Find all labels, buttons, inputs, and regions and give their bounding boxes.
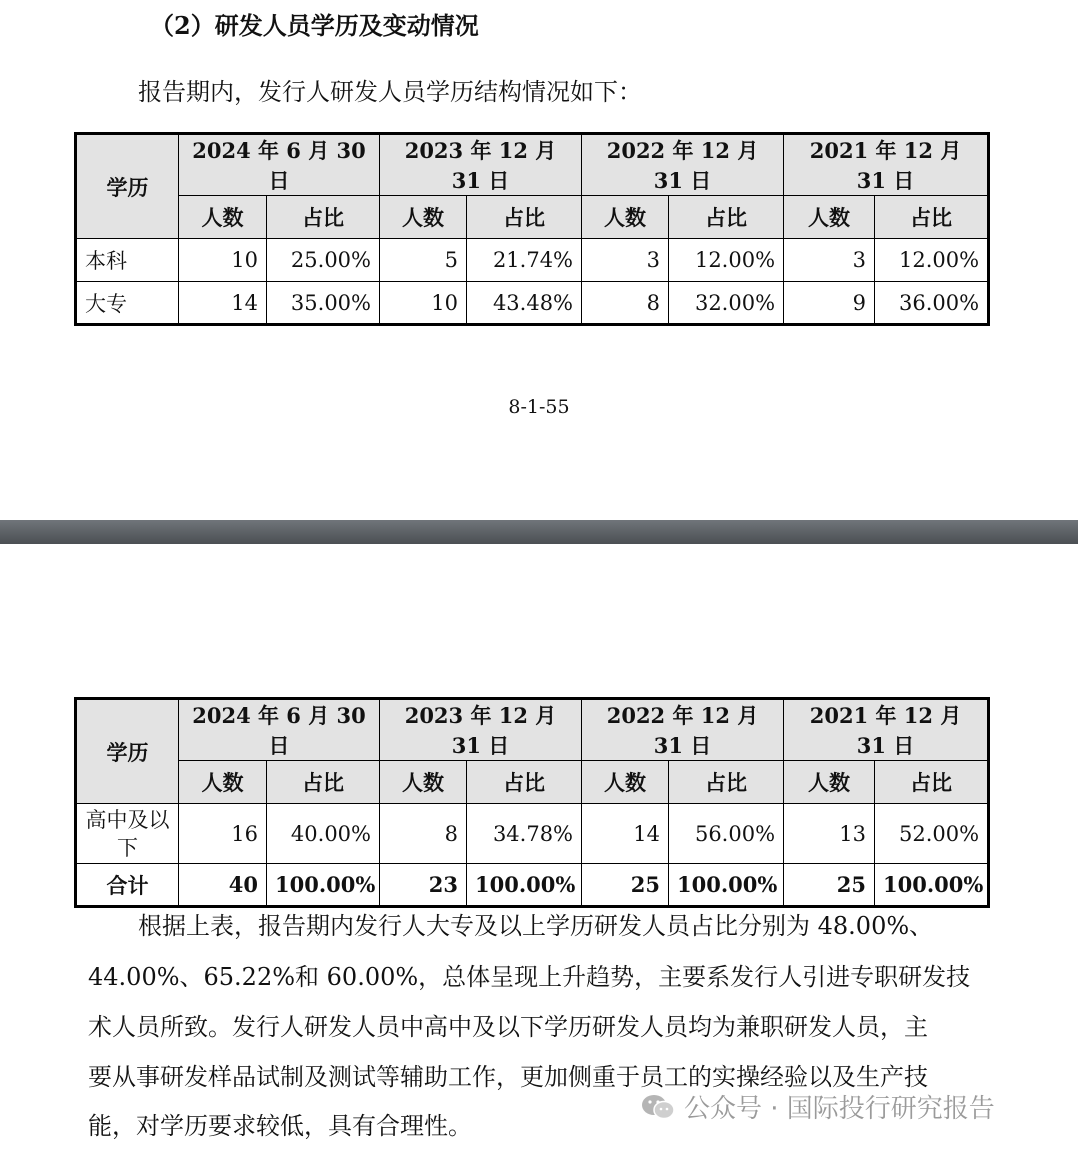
header-education: 学历 (76, 134, 179, 239)
cell: 100.00% (467, 864, 582, 907)
cell: 9 (784, 282, 875, 325)
header-count: 人数 (179, 196, 267, 239)
header-ratio: 占比 (467, 761, 582, 804)
watermark (640, 1088, 995, 1125)
cell: 100.00% (875, 864, 989, 907)
total-row (76, 864, 989, 907)
cell: 10 (380, 282, 467, 325)
conclusion-line: 要从事研发样品试制及测试等辅助工作，更加侧重于员工的实操经验以及生产技 (88, 1063, 928, 1091)
education-table-top (74, 132, 990, 326)
header-ratio: 占比 (669, 761, 784, 804)
header-period: 2022 年 12 月 31 日 (582, 699, 784, 761)
row-label: 本科 (76, 239, 179, 282)
table-row (76, 804, 989, 864)
row-label: 合计 (76, 864, 179, 907)
row-label: 大专 (76, 282, 179, 325)
cell: 21.74% (467, 239, 582, 282)
cell: 8 (380, 804, 467, 864)
cell: 52.00% (875, 804, 989, 864)
header-ratio: 占比 (267, 761, 380, 804)
cell: 100.00% (267, 864, 380, 907)
cell: 34.78% (467, 804, 582, 864)
header-count: 人数 (582, 196, 669, 239)
cell: 40 (179, 864, 267, 907)
cell: 25.00% (267, 239, 380, 282)
cell: 13 (784, 804, 875, 864)
cell: 5 (380, 239, 467, 282)
conclusion-line: 44.00%、65.22%和 60.00%，总体呈现上升趋势，主要系发行人引进专职研发技 (88, 963, 971, 991)
header-count: 人数 (784, 196, 875, 239)
header-period: 2024 年 6 月 30 日 (179, 699, 380, 761)
cell: 25 (582, 864, 669, 907)
cell: 100.00% (669, 864, 784, 907)
cell: 10 (179, 239, 267, 282)
header-period: 2023 年 12 月 31 日 (380, 699, 582, 761)
conclusion-line: 能，对学历要求较低，具有合理性。 (88, 1112, 472, 1140)
page-break-divider (0, 520, 1078, 544)
cell: 40.00% (267, 804, 380, 864)
header-education: 学历 (76, 699, 179, 804)
cell: 14 (582, 804, 669, 864)
cell: 32.00% (669, 282, 784, 325)
header-ratio: 占比 (875, 761, 989, 804)
header-count: 人数 (380, 761, 467, 804)
cell: 3 (784, 239, 875, 282)
header-period: 2023 年 12 月 31 日 (380, 134, 582, 196)
cell: 23 (380, 864, 467, 907)
header-period: 2021 年 12 月 31 日 (784, 699, 989, 761)
conclusion-line: 术人员所致。发行人研发人员中高中及以下学历研发人员均为兼职研发人员，主 (88, 1013, 928, 1041)
wechat-icon (640, 1093, 676, 1121)
header-ratio: 占比 (875, 196, 989, 239)
cell: 12.00% (669, 239, 784, 282)
row-label: 高中及以下 (76, 804, 179, 864)
table-row (76, 282, 989, 325)
header-ratio: 占比 (467, 196, 582, 239)
page-number: 8-1-55 (508, 396, 570, 418)
watermark-text: 公众号 · 国际投行研究报告 (684, 1094, 995, 1124)
header-count: 人数 (582, 761, 669, 804)
conclusion-line: 根据上表，报告期内发行人大专及以上学历研发人员占比分别为 48.00%、 (138, 912, 934, 940)
header-period: 2021 年 12 月 31 日 (784, 134, 989, 196)
cell: 12.00% (875, 239, 989, 282)
header-period: 2022 年 12 月 31 日 (582, 134, 784, 196)
cell: 3 (582, 239, 669, 282)
header-period: 2024 年 6 月 30 日 (179, 134, 380, 196)
table-row (76, 239, 989, 282)
header-count: 人数 (380, 196, 467, 239)
cell: 14 (179, 282, 267, 325)
education-table-bottom (74, 697, 990, 908)
header-ratio: 占比 (669, 196, 784, 239)
cell: 36.00% (875, 282, 989, 325)
cell: 16 (179, 804, 267, 864)
cell: 43.48% (467, 282, 582, 325)
section-heading: （2）研发人员学历及变动情况 (150, 11, 479, 40)
cell: 35.00% (267, 282, 380, 325)
header-ratio: 占比 (267, 196, 380, 239)
cell: 8 (582, 282, 669, 325)
cell: 25 (784, 864, 875, 907)
intro-paragraph: 报告期内，发行人研发人员学历结构情况如下： (138, 78, 642, 106)
header-count: 人数 (179, 761, 267, 804)
header-count: 人数 (784, 761, 875, 804)
cell: 56.00% (669, 804, 784, 864)
